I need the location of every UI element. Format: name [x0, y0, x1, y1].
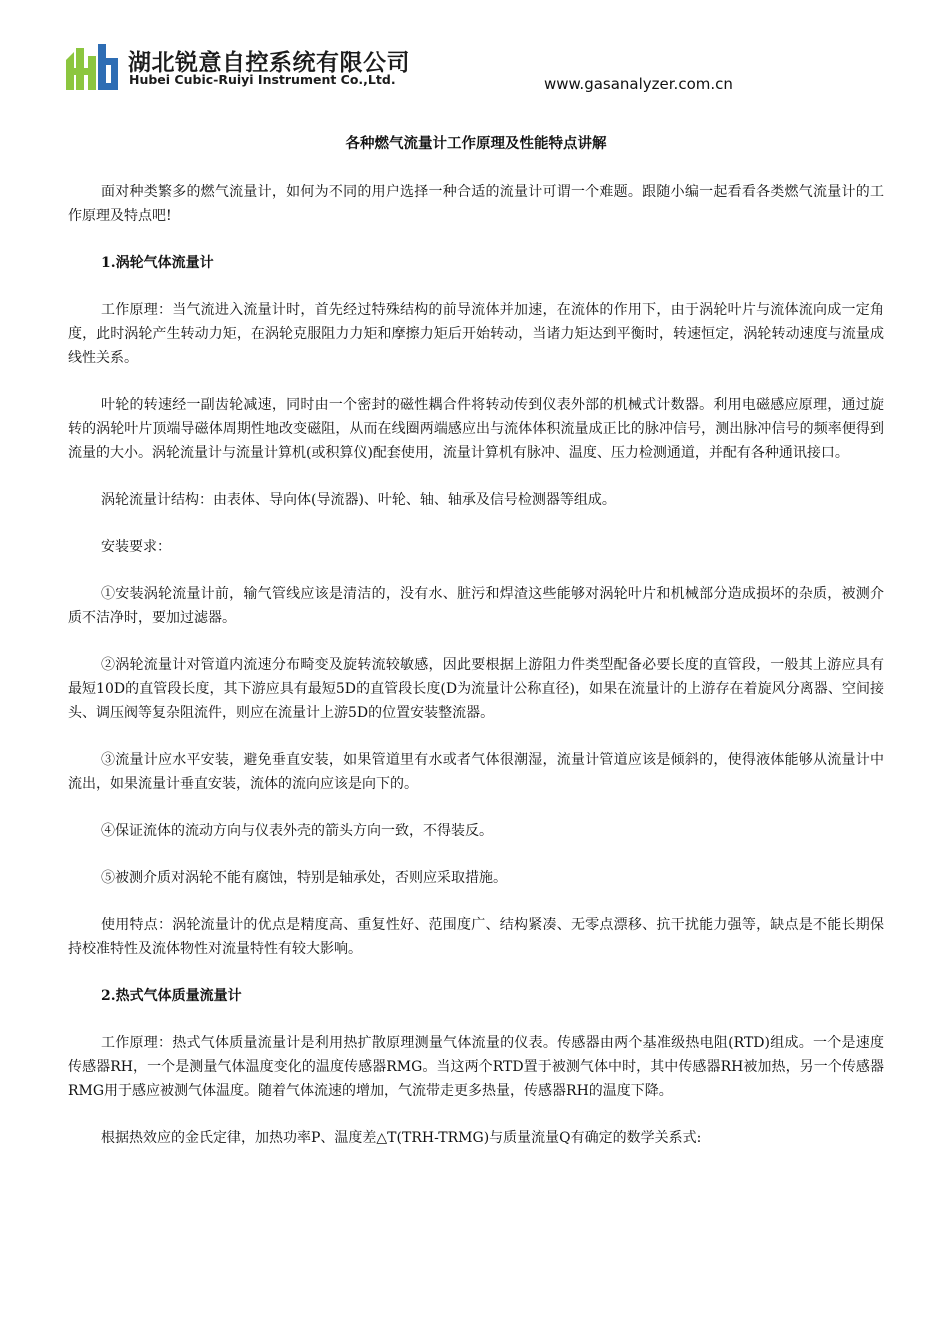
turbine-mechanism-paragraph: 叶轮的转速经一副齿轮减速，同时由一个密封的磁性耦合件将转动传到仪表外部的机械式计数器。利用电磁感应原理，通过旋转的涡轮叶片顶端导磁体周期性地改变磁阻，从而在线圈两端感应出与流体体积流量成正比的脉冲信号，测出脉冲信号的频率便得到流量的大小。涡轮流量计与流量计算机(或积算仪)配套使用，流量计算机有脉冲、温度、压力检测通道，并配有各种通讯接口。: [68, 397, 884, 461]
install-requirement-1: ①安装涡轮流量计前，输气管线应该是清洁的，没有水、脏污和焊渣这些能够对涡轮叶片和机械部分造成损坏的杂质，被测介质不洁净时，要加过滤器。: [68, 586, 884, 626]
company-name-cn: 湖北锐意自控系统有限公司: [128, 50, 410, 76]
turbine-features-paragraph: 使用特点：涡轮流量计的优点是精度高、重复性好、范围度广、结构紧凑、无零点漂移、抗干扰能力强等，缺点是不能长期保持校准特性及流体物性对流量特性有较大影响。: [68, 917, 884, 957]
cubic-ruiyi-logo-icon: [64, 42, 120, 92]
page-header: [0, 0, 950, 110]
section-heading-turbine: 1.涡轮气体流量计: [101, 255, 214, 271]
install-requirements-label: 安装要求：: [101, 539, 171, 555]
thermal-formula-paragraph: 根据热效应的金氏定律，加热功率P、温度差△T(TRH-TRMG)与质量流量Q有确定的数学关系式:: [101, 1130, 702, 1146]
thermal-principle-paragraph: 工作原理：热式气体质量流量计是利用热扩散原理测量气体流量的仪表。传感器由两个基准级热电阻(RTD)组成。一个是速度传感器RH，一个是测量气体温度变化的温度传感器RMG。当这两个RTD置于被测气体中时，其中传感器RH被加热，另一个传感器RMG用于感应被测气体温度。随着气体流速的增加，气流带走更多热量，传感器RH的温度下降。: [68, 1035, 884, 1099]
install-requirement-3: ③流量计应水平安装，避免垂直安装，如果管道里有水或者气体很潮湿，流量计管道应该是倾斜的，使得液体能够从流量计中流出，如果流量计垂直安装，流体的流向应该是向下的。: [68, 752, 884, 792]
section-heading-thermal: 2.热式气体质量流量计: [101, 988, 242, 1004]
turbine-principle-paragraph: 工作原理：当气流进入流量计时，首先经过特殊结构的前导流体并加速，在流体的作用下，由于涡轮叶片与流体流向成一定角度，此时涡轮产生转动力矩，在涡轮克服阻力力矩和摩擦力矩后开始转动，当诸力矩达到平衡时，转速恒定，涡轮转动速度与流量成线性关系。: [68, 302, 884, 366]
turbine-structure-paragraph: 涡轮流量计结构：由表体、导向体(导流器)、叶轮、轴、轴承及信号检测器等组成。: [101, 492, 616, 508]
company-name-en: Hubei Cubic-Ruiyi Instrument Co.,Ltd.: [129, 72, 396, 87]
website-url: www.gasanalyzer.com.cn: [544, 75, 733, 93]
document-body: [68, 134, 884, 1173]
intro-paragraph: 面对种类繁多的燃气流量计，如何为不同的用户选择一种合适的流量计可谓一个难题。跟随小编一起看看各类燃气流量计的工作原理及特点吧!: [68, 184, 884, 224]
document-title: 各种燃气流量计工作原理及性能特点讲解: [345, 135, 607, 152]
install-requirement-2: ②涡轮流量计对管道内流速分布畸变及旋转流较敏感，因此要根据上游阻力件类型配备必要长度的直管段，一般其上游应具有最短10D的直管段长度，其下游应具有最短5D的直管段长度(D为流量计公称直径)，如果在流量计的上游存在着旋风分离器、空间接头、调压阀等复杂阻流件，则应在流量计上游5D的位置安装整流器。: [68, 657, 884, 721]
install-requirement-5: ⑤被测介质对涡轮不能有腐蚀，特别是轴承处，否则应采取措施。: [101, 870, 507, 886]
install-requirement-4: ④保证流体的流动方向与仪表外壳的箭头方向一致，不得装反。: [101, 823, 493, 839]
